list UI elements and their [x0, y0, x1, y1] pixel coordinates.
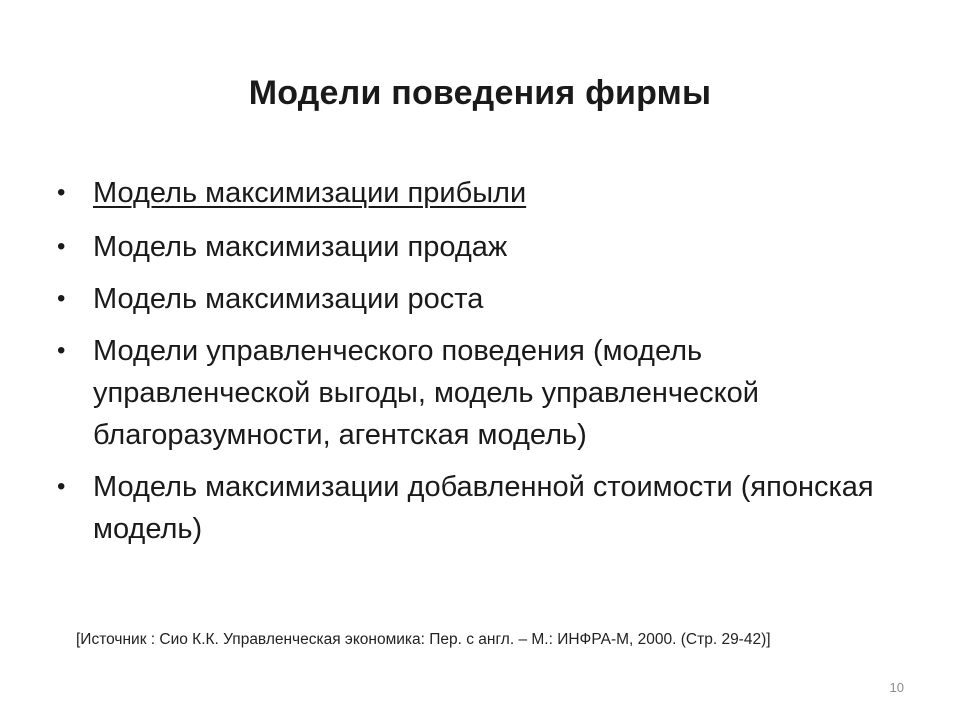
bullet-text-growth-maximization: Модель максимизации роста — [93, 283, 484, 315]
bullet-item — [55, 330, 895, 456]
bullet-text-profit-maximization[interactable]: Модель максимизации прибыли — [93, 177, 527, 209]
bullet-item — [55, 172, 895, 214]
bullet-icon: • — [57, 179, 66, 206]
bullet-item — [55, 278, 895, 320]
bullet-text-managerial-behavior: Модели управленческого поведения (модель управленческой выгоды, модель управленческой благоразумности, агентская модель) — [93, 335, 759, 451]
source-citation: [Источник : Сио К.К. Управленческая экономика: Пер. с англ. – М.: ИНФРА-М, 2000. (Стр. 29-42)] — [76, 631, 771, 648]
slide-title: Модели поведения фирмы — [248, 74, 712, 112]
bullet-text-sales-maximization: Модель максимизации продаж — [93, 231, 508, 263]
bullet-list — [55, 172, 895, 560]
bullet-icon: • — [57, 233, 66, 260]
bullet-icon: • — [57, 473, 66, 500]
bullet-item — [55, 466, 895, 550]
bullet-item — [55, 226, 895, 268]
bullet-icon: • — [57, 337, 66, 364]
bullet-icon: • — [57, 285, 66, 312]
bullet-text-value-added-maximization: Модель максимизации добавленной стоимости (японская модель) — [93, 471, 874, 545]
page-number: 10 — [889, 680, 904, 695]
